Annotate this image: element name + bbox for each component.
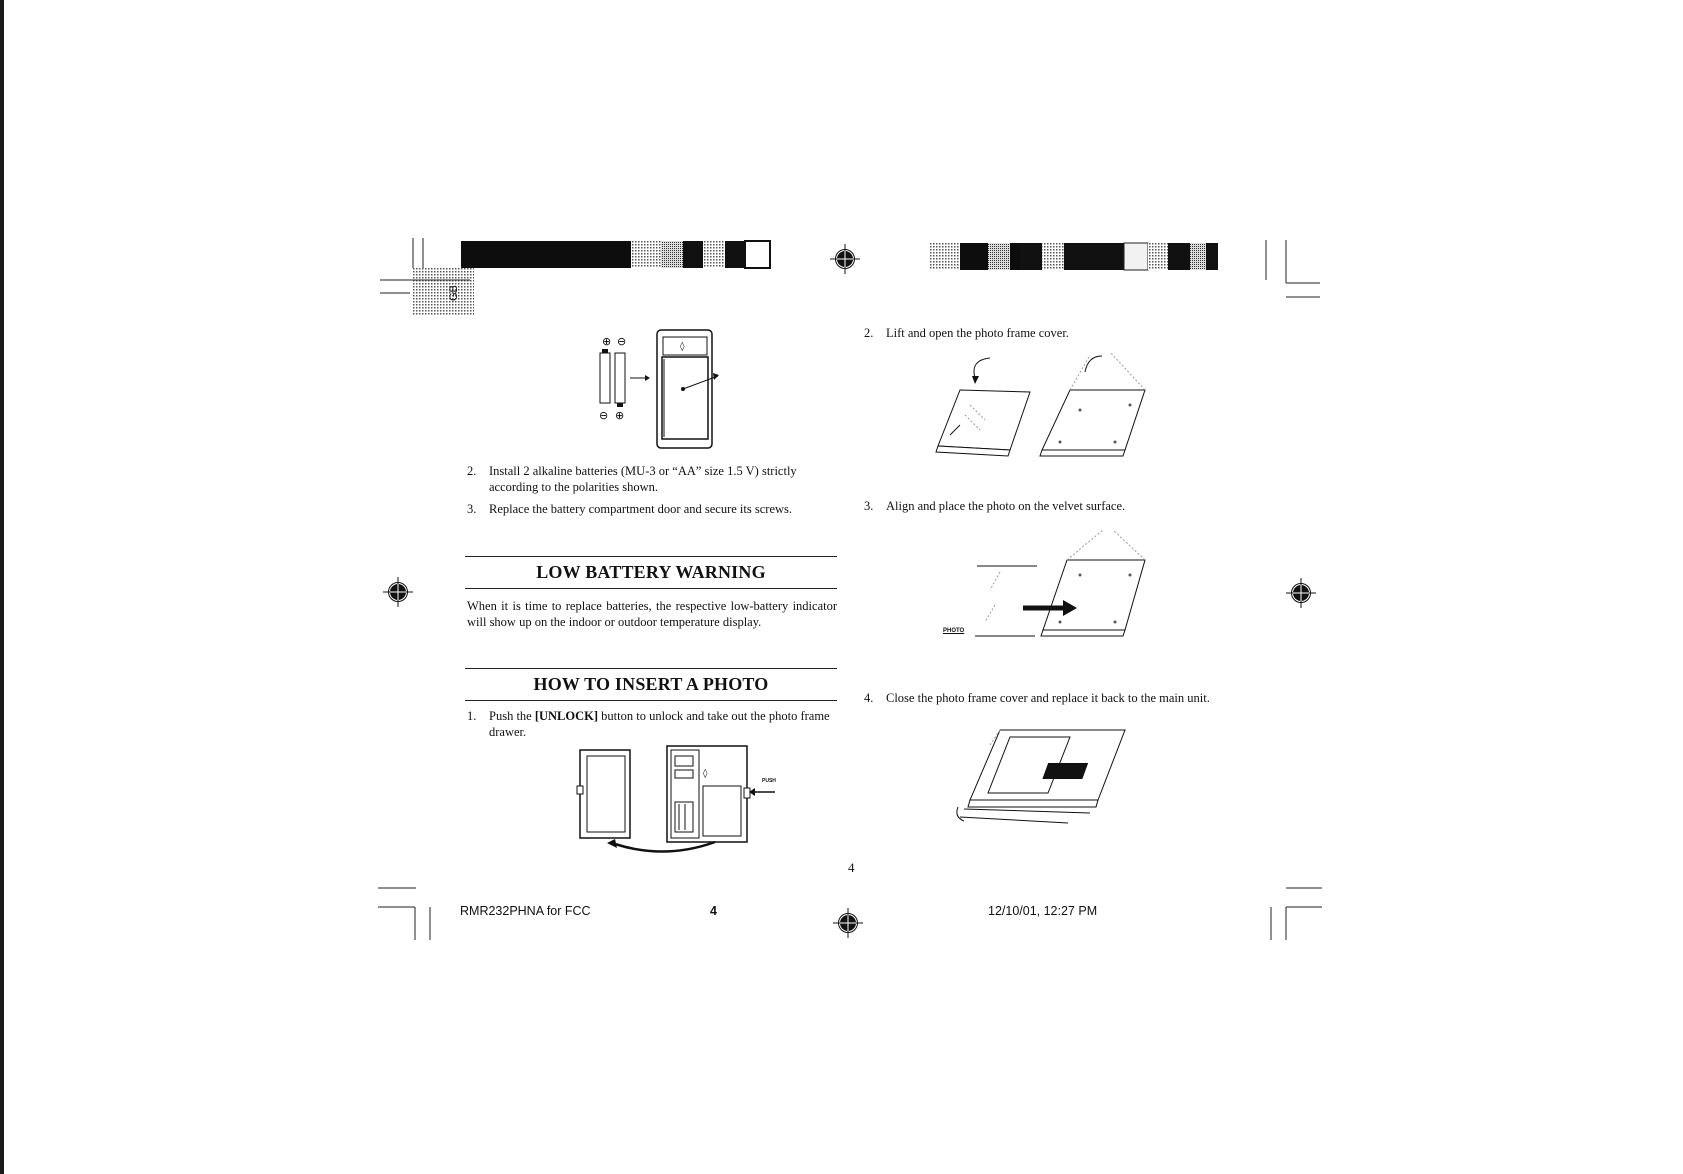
battery-step-2: 2. Install 2 alkaline batteries (MU-3 or “AA” size 1.5 V) strictly according to the polarities shown.	[467, 464, 797, 494]
frame-step-2: 2. Lift and open the photo frame cover.	[864, 326, 1069, 340]
crop-mark-icon	[378, 885, 438, 945]
svg-text:⊖: ⊖	[617, 335, 627, 348]
svg-text:⊕: ⊕	[615, 409, 625, 422]
svg-text:◊: ◊	[703, 769, 708, 779]
language-tab: GB	[448, 285, 460, 301]
open-cover-illustration	[930, 350, 1160, 465]
insert-step-1: 1. Push the [UNLOCK] button to unlock and take out the photo frame drawer.	[467, 709, 830, 739]
color-bar-right	[930, 240, 1330, 300]
section-rule	[465, 556, 837, 557]
svg-text:◊: ◊	[680, 342, 685, 352]
crop-mark-icon	[1262, 885, 1322, 945]
footer-sheet-number: 4	[710, 904, 717, 918]
registration-mark-icon	[383, 577, 413, 607]
svg-text:⊖: ⊖	[599, 409, 609, 422]
scan-edge	[0, 0, 4, 1174]
push-label: PUSH	[762, 778, 776, 784]
battery-step-3: 3. Replace the battery compartment door and secure its screws.	[467, 502, 793, 516]
section-rule	[465, 700, 837, 701]
page-number: 4	[848, 860, 855, 875]
place-photo-illustration	[935, 530, 1165, 640]
registration-mark-icon	[830, 244, 860, 274]
frame-step-4: 4. Close the photo frame cover and replace it back to the main unit.	[864, 691, 1210, 705]
registration-mark-icon	[1286, 578, 1316, 608]
footer-filename: RMR232PHNA for FCC	[460, 904, 591, 918]
footer-timestamp: 12/10/01, 12:27 PM	[988, 904, 1098, 918]
section-rule	[465, 588, 837, 589]
unlock-key-label: [UNLOCK]	[534, 709, 599, 723]
svg-text:⊕: ⊕	[602, 335, 612, 348]
drawer-removal-illustration	[575, 742, 785, 857]
registration-mark-icon	[833, 908, 863, 938]
section-rule	[465, 668, 837, 669]
photo-label: PHOTO	[943, 628, 965, 634]
low-battery-heading: LOW BATTERY WARNING	[536, 562, 766, 582]
color-bar-left	[380, 238, 780, 328]
insert-photo-heading: HOW TO INSERT A PHOTO	[533, 674, 769, 694]
low-battery-body: When it is time to replace batteries, the respective low-battery indicator will show up on the indoor or outdoor temperature display.	[467, 599, 837, 629]
frame-step-3: 3. Align and place the photo on the velvet surface.	[864, 499, 1126, 513]
battery-install-illustration	[595, 327, 735, 452]
close-cover-illustration	[950, 725, 1130, 830]
